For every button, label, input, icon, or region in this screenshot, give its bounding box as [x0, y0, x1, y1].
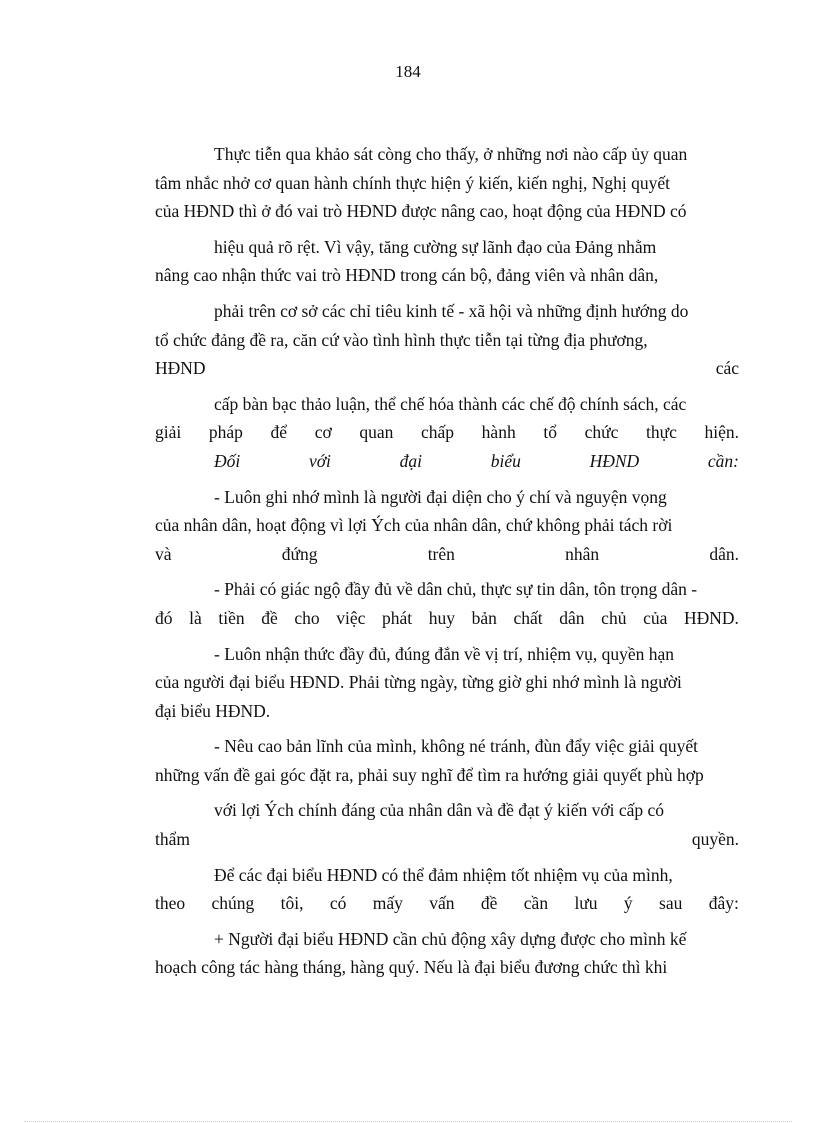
word: cho	[294, 607, 320, 628]
text-line: đại biểu HĐND.	[155, 700, 271, 721]
word: tiền	[218, 607, 245, 628]
text-line-justified	[155, 889, 739, 918]
text-line: nâng cao nhận thức vai trò HĐND trong cán bộ, đảng viên và nhân dân,	[155, 265, 659, 286]
word: dân	[559, 607, 585, 628]
text-line: + Người đại biểu HĐND cần chủ động xây dựng được cho mình kế	[214, 928, 687, 949]
text-line-justified	[155, 418, 739, 447]
text-line: - Luôn nhận thức đầy đủ, đúng đắn về vị trí, nhiệm vụ, quyền hạn	[214, 643, 675, 664]
text-line: Thực tiễn qua khảo sát còng cho thấy, ở những nơi nào cấp ủy quan	[214, 144, 688, 164]
word: lưu	[574, 893, 598, 914]
text-line: của nhân dân, hoạt động vì lợi Ých của nhân dân, chứ không phải tách rời	[155, 515, 673, 536]
word: chấp	[421, 422, 455, 443]
word: là	[189, 607, 202, 628]
text-line-justified	[155, 354, 739, 383]
text-line: - Luôn ghi nhớ mình là người đại diện cho ý chí và nguyện vọng	[214, 486, 667, 507]
word: của	[643, 607, 668, 628]
word: với	[308, 450, 331, 471]
word: đây:	[708, 893, 739, 914]
word: phát	[382, 607, 413, 628]
word: để	[270, 422, 288, 443]
word: đó	[155, 607, 173, 628]
document-body	[155, 140, 739, 982]
word: đề	[261, 607, 278, 628]
word: sau	[659, 893, 683, 914]
footer-rule	[24, 1121, 792, 1122]
word: đại	[399, 450, 423, 471]
word: bản	[471, 607, 497, 628]
text-line: hoạch công tác hàng tháng, hàng quý. Nếu là đại biểu đương chức thì khi	[155, 957, 668, 978]
word: HĐND	[155, 358, 206, 379]
text-line-justified	[155, 540, 739, 569]
word: cần	[523, 893, 549, 914]
word: hiện.	[704, 422, 739, 443]
word: vấn	[429, 893, 455, 914]
text-line: Để các đại biểu HĐND có thể đảm nhiệm tốt nhiệm vụ của mình,	[214, 864, 673, 885]
text-line-justified	[155, 825, 739, 854]
text-line: của người đại biểu HĐND. Phải từng ngày, từng giờ ghi nhớ mình là người	[155, 672, 682, 693]
word: theo	[155, 893, 186, 914]
word: tổ	[543, 422, 557, 443]
word: trên	[427, 543, 455, 564]
text-line: - Phải có giác ngộ đầy đủ về dân chủ, thực sự tin dân, tôn trọng dân -	[214, 579, 698, 600]
word: dân.	[709, 543, 739, 564]
word: HĐND	[589, 450, 640, 471]
word: thực	[645, 422, 677, 443]
text-line: hiệu quả rõ rệt. Vì vậy, tăng cường sự lãnh đạo của Đảng nhằm	[214, 236, 657, 257]
word: có	[329, 893, 347, 914]
text-line: tâm nhắc nhở cơ quan hành chính thực hiện ý kiến, kiến nghị, Nghị quyết	[155, 172, 670, 193]
word: chức	[584, 422, 619, 443]
text-line: với lợi Ých chính đáng của nhân dân và đề đạt ý kiến với cấp có	[214, 800, 665, 821]
word: chúng	[211, 893, 255, 914]
word: đề	[480, 893, 498, 914]
text-line: - Nêu cao bản lĩnh của mình, không né tránh, đùn đẩy việc giải quyết	[214, 736, 699, 757]
word: chất	[513, 607, 543, 628]
word: cơ	[314, 422, 332, 443]
word: các	[715, 358, 739, 379]
word: biểu	[490, 450, 521, 471]
text-line: phải trên cơ sở các chỉ tiêu kinh tế - xã hội và những định hướng do	[214, 300, 689, 321]
word: giải	[155, 422, 182, 443]
word: việc	[336, 607, 366, 628]
text-line: tổ chức đảng đề ra, căn cứ vào tình hình thực tiễn tại từng địa phương,	[155, 329, 648, 350]
word: huy	[428, 607, 456, 628]
word: quyền.	[691, 829, 739, 850]
word: tôi,	[280, 893, 304, 914]
text-line-justified	[155, 604, 739, 633]
word: cần:	[707, 450, 739, 471]
text-line: cấp bàn bạc thảo luận, thể chế hóa thành các chế độ chính sách, các	[214, 393, 687, 414]
word: Đối	[214, 450, 241, 471]
word: nhân	[565, 543, 600, 564]
word: ý	[623, 893, 633, 914]
text-line: những vấn đề gai góc đặt ra, phải suy nghĩ để tìm ra hướng giải quyết phù hợp	[155, 764, 704, 785]
page-number: 184	[395, 62, 421, 81]
word: quan	[359, 422, 394, 443]
text-line: của HĐND thì ở đó vai trò HĐND được nâng cao, hoạt động của HĐND có	[155, 201, 687, 222]
word: pháp	[208, 422, 243, 443]
word: hành	[481, 422, 516, 443]
word: HĐND.	[683, 607, 739, 628]
word: mấy	[372, 893, 403, 914]
word: chủ	[601, 607, 627, 628]
text-line-justified	[155, 447, 739, 476]
word: và	[155, 543, 172, 564]
word: đứng	[281, 543, 318, 564]
word: thẩm	[155, 829, 190, 850]
